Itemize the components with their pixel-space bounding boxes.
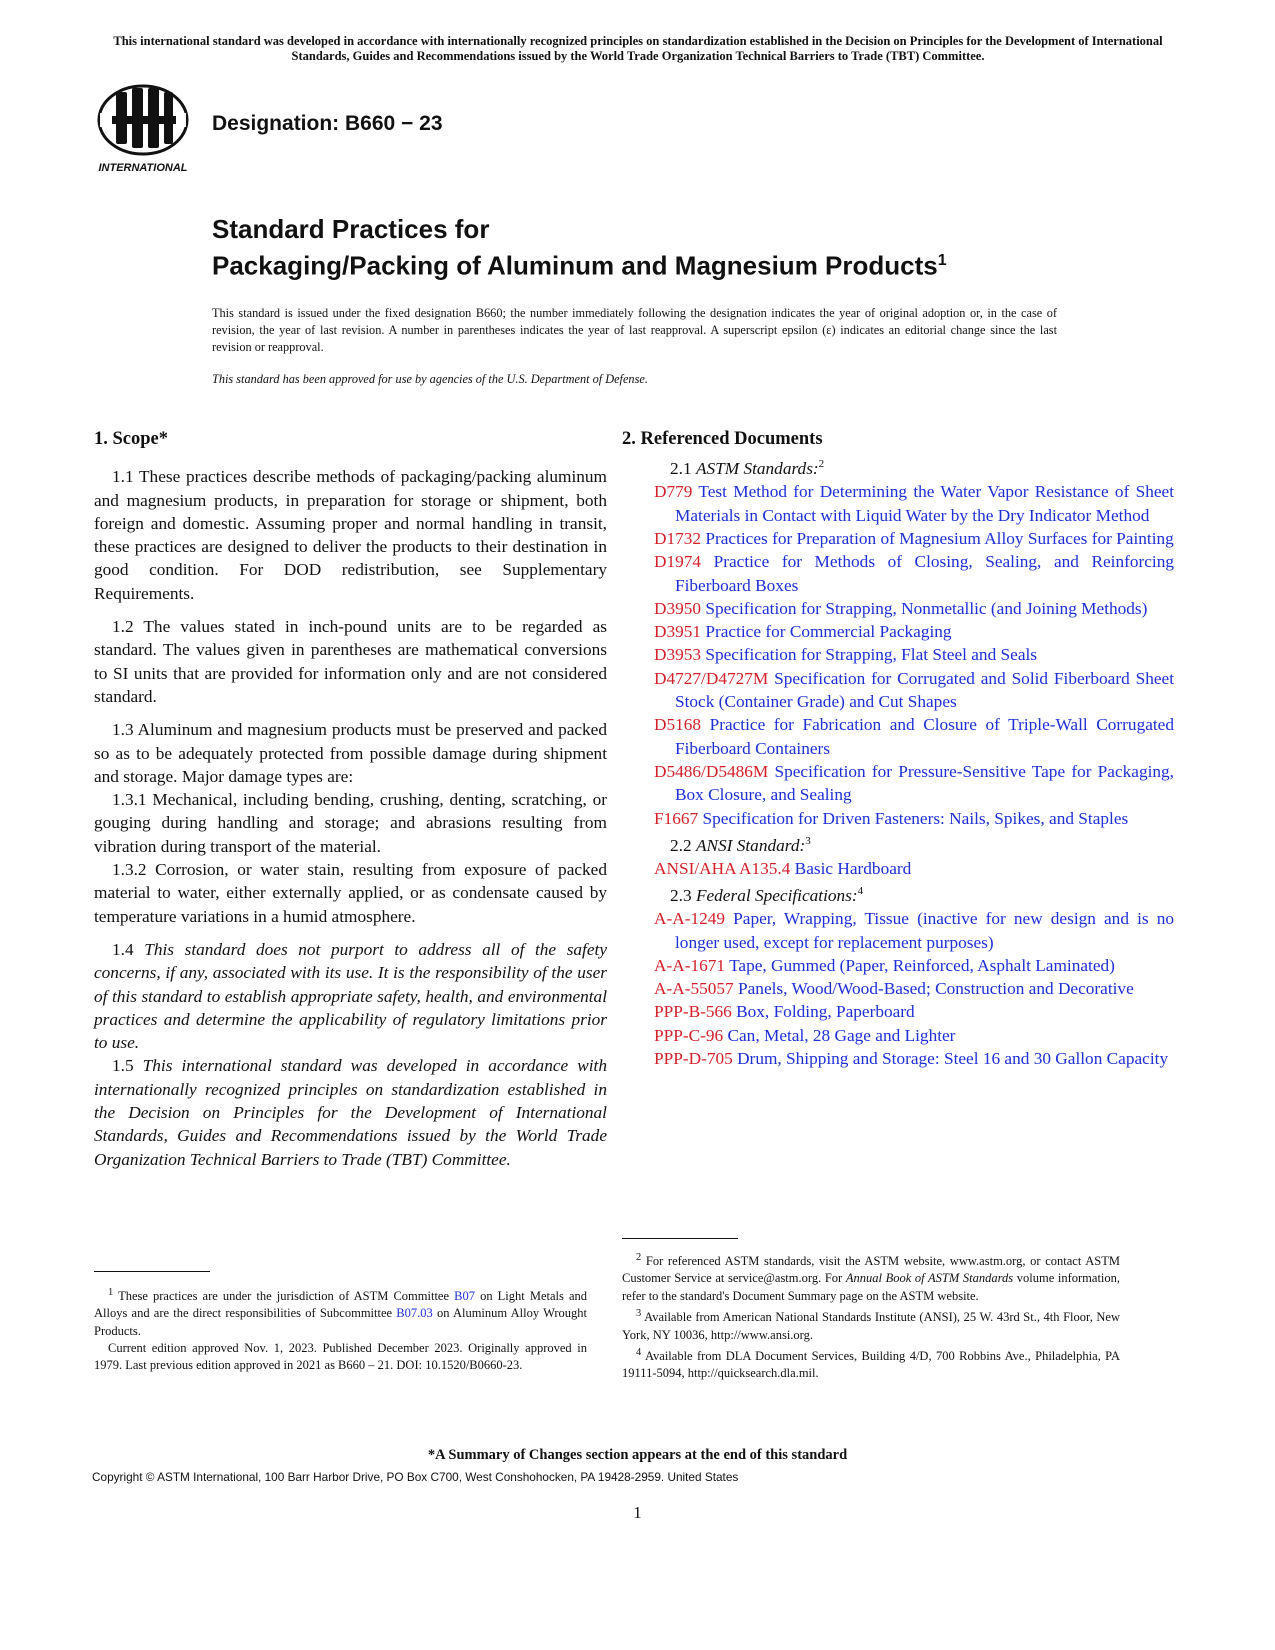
preface-text: This standard is issued under the fixed designation B660; the number immediately following the designation indicates the year of original adoption or, in the case of revision, the year of last revision. A number in parentheses indicates the year of last reapproval. A superscript epsilon (ε) indicates an editorial change since the last revision or reapproval.: [212, 306, 1057, 354]
reference-code-link[interactable]: D3953: [654, 645, 702, 665]
footnotes-right: [622, 1249, 1120, 1383]
reference-item: [654, 1047, 1174, 1070]
references-heading: 2. Referenced Documents: [622, 429, 823, 449]
astm-standards-list: [654, 480, 1174, 829]
reference-title-link[interactable]: Paper, Wrapping, Tissue (inactive for new design and is no longer used, except for replacement purposes): [675, 909, 1174, 952]
reference-item: [654, 597, 1174, 620]
paragraph-1-4: 1.4 This standard does not purport to address all of the safety concerns, if any, associated with its use. It is the responsibility of the user of this standard to establish appropriate safety, health, and environmental practices and determine the applicability of regulatory limitations prior to use.: [94, 939, 608, 1053]
reference-code-link[interactable]: PPP-B-566: [654, 1002, 732, 1022]
page-number: 1: [633, 1503, 642, 1522]
paragraph-1-2: 1.2 The values stated in inch-pound units are to be regarded as standard. The values given in parentheses are mathematical conversions to SI units that are provided for information only and are not considered standard.: [94, 617, 607, 706]
footnote-1: $^1$ These practices are under the jurisdiction of ASTM Committee B07 on Light Metals and Alloys and are the direct responsibilities of Subcommittee B07.03 on Aluminum Alloy Wrought Products.: [94, 1287, 587, 1338]
footnote-rule-right: [622, 1238, 738, 1239]
federal-specs-list: [654, 907, 1174, 1070]
reference-title-link[interactable]: Specification for Corrugated and Solid Fiberboard Sheet Stock (Container Grade) and Cut Shapes: [675, 668, 1174, 712]
reference-item: [654, 480, 1174, 527]
reference-title-link[interactable]: Specification for Driven Fasteners: Nails, Spikes, and Staples: [702, 808, 1129, 828]
reference-code-link[interactable]: D5486/D5486M: [654, 761, 769, 781]
reference-code-link[interactable]: D779: [654, 482, 693, 502]
designation: Designation: B660 − 23: [212, 112, 443, 135]
footnote-3: $^3$ Available from American National Standards Institute (ANSI), 25 W. 43rd St., 4th Floor, New York, NY 10036, http://www.ansi.org.: [622, 1308, 1120, 1342]
paragraph-1-3-2: 1.3.2 Corrosion, or water stain, resulting from exposure of packed material to water, either externally applied, or as condensate caused by temperature variations in a humid atmosphere.: [94, 860, 607, 926]
reference-code-link[interactable]: D1732: [654, 528, 702, 548]
reference-item: [654, 527, 1174, 550]
summary-of-changes-note: *A Summary of Changes section appears at the end of this standard: [427, 1447, 848, 1463]
footnote-rule-left: [94, 1271, 210, 1272]
reference-code-link[interactable]: PPP-D-705: [654, 1049, 733, 1069]
paragraph-1-3-1: 1.3.1 Mechanical, including bending, crushing, denting, scratching, or gouging during handling and storage; and abrasions resulting from vibration during transport of the material.: [94, 790, 607, 856]
logo-international-text: INTERNATIONAL: [98, 162, 188, 174]
reference-title-link[interactable]: Practice for Methods of Closing, Sealing, and Reinforcing Fiberboard Boxes: [675, 552, 1175, 595]
reference-title-link[interactable]: Box, Folding, Paperboard: [736, 1002, 915, 1022]
reference-code-link[interactable]: A-A-1671: [654, 955, 726, 975]
reference-item: [654, 857, 1174, 880]
ansi-standards-list: [654, 857, 1174, 880]
astm-logo-mark: [99, 86, 187, 154]
committee-b07-link[interactable]: B07: [454, 1289, 475, 1304]
title-footnote-mark: 1: [937, 252, 947, 269]
reference-item: [654, 807, 1174, 830]
reference-title-link[interactable]: Basic Hardboard: [794, 858, 912, 878]
reference-code-link[interactable]: A-A-1249: [654, 909, 726, 929]
reference-code-link[interactable]: D5168: [654, 715, 702, 735]
subcommittee-b07-03-link[interactable]: B07.03: [396, 1306, 433, 1321]
reference-title-link[interactable]: Panels, Wood/Wood-Based; Construction and Decorative: [738, 979, 1134, 999]
footnote-2: $^2$ For referenced ASTM standards, visit the ASTM website, www.astm.org, or contact ASTM Customer Service at service@astm.org. For Annual Book of ASTM Standards volume information, refer to the standard's Document Summary page on the ASTM website.: [622, 1252, 1121, 1303]
title-line-1: Standard Practices for: [212, 214, 490, 244]
paragraph-1-5: 1.5 This international standard was developed in accordance with internationally recognized principles on standardization established in the Decision on Principles for the Development of International Standards, Guides and Recommendations issued by the World Trade Organization Technical Barriers to Trade (TBT) Committee.: [94, 1056, 607, 1169]
reference-item: [654, 977, 1174, 1000]
title-line-2: Packaging/Packing of Aluminum and Magnesium Products$^1$: [212, 250, 947, 281]
ansi-standard-label: 2.2 ANSI Standard:$^3$: [670, 834, 811, 855]
paragraph-1-3: 1.3 Aluminum and magnesium products must be preserved and packed so as to be adequately protected from possible damage during shipment and storage. Major damage types are:: [94, 720, 607, 786]
reference-item: [654, 1024, 1174, 1047]
reference-item: [654, 713, 1174, 760]
astm-logo: [94, 80, 192, 176]
reference-title-link[interactable]: Specification for Strapping, Flat Steel and Seals: [705, 645, 1038, 665]
footnote-4: $^4$ Available from DLA Document Services, Building 4/D, 700 Robbins Ave., Philadelphia, PA 19111-5094, http://quicksearch.dla.mil.: [622, 1346, 1120, 1381]
reference-code-link[interactable]: PPP-C-96: [654, 1025, 724, 1045]
reference-code-link[interactable]: D3950: [654, 598, 702, 618]
footnote-edition: Current edition approved Nov. 1, 2023. Published December 2023. Originally approved in 1979. Last previous edition approved in 2021 as B660 – 21. DOI: 10.1520/B0660-23.: [94, 1341, 587, 1373]
copyright: Copyright © ASTM International, 100 Barr Harbor Drive, PO Box C700, West Conshohocken, PA 19428-2959. United States: [92, 1470, 739, 1484]
reference-code-link[interactable]: F1667: [654, 808, 699, 828]
footnotes-left: [94, 1284, 587, 1375]
reference-title-link[interactable]: Test Method for Determining the Water Vapor Resistance of Sheet Materials in Contact with Liquid Water by the Dry Indicator Method: [675, 482, 1175, 525]
reference-item: [654, 907, 1174, 954]
reference-title-link[interactable]: Tape, Gummed (Paper, Reinforced, Asphalt Laminated): [729, 955, 1115, 975]
reference-title-link[interactable]: Practices for Preparation of Magnesium Alloy Surfaces for Painting: [705, 528, 1174, 548]
reference-title-link[interactable]: Practice for Fabrication and Closure of Triple-Wall Corrugated Fiberboard Containers: [675, 715, 1174, 758]
reference-title-link[interactable]: Specification for Strapping, Nonmetallic (and Joining Methods): [705, 598, 1148, 618]
reference-code-link[interactable]: ANSI/AHA A135.4: [654, 858, 791, 878]
scope-section: [94, 428, 607, 1171]
federal-specs-label: 2.3 Federal Specifications:$^4$: [670, 885, 864, 905]
reference-title-link[interactable]: Can, Metal, 28 Gage and Lighter: [727, 1025, 956, 1045]
reference-title-link[interactable]: Practice for Commercial Packaging: [705, 622, 952, 642]
reference-code-link[interactable]: D4727/D4727M: [654, 668, 769, 688]
reference-item: [654, 643, 1174, 666]
reference-item: [654, 667, 1174, 714]
wto-notice: This international standard was developed in accordance with internationally recognized principles on standardization established in the Decision on Principles for the Development of International Standards, Guides and Recommendations issued by the World Trade Organization Technical Barriers to Trade (TBT) Committee.: [113, 34, 1163, 63]
reference-item: [654, 620, 1174, 643]
reference-item: [654, 550, 1174, 597]
reference-code-link[interactable]: D1974: [654, 552, 702, 572]
page-title: [212, 213, 947, 282]
reference-code-link[interactable]: D3951: [654, 622, 702, 642]
reference-title-link[interactable]: Drum, Shipping and Storage: Steel 16 and 30 Gallon Capacity: [737, 1049, 1169, 1069]
dod-approval: This standard has been approved for use by agencies of the U.S. Department of Defense.: [212, 372, 648, 386]
scope-heading: 1. Scope*: [94, 429, 168, 449]
reference-item: [654, 954, 1174, 977]
reference-item: [654, 1000, 1174, 1023]
reference-code-link[interactable]: A-A-55057: [654, 979, 734, 999]
reference-item: [654, 760, 1174, 807]
paragraph-1-1: 1.1 These practices describe methods of packaging/packing aluminum and magnesium products, in preparation for storage or shipment, both foreign and domestic. Assuming proper and normal handling in transit, these practices are designed to deliver the products to their destination in good condition. For DOD redistribution, see Supplementary Requirements.: [94, 467, 607, 603]
reference-title-link[interactable]: Specification for Pressure-Sensitive Tape for Packaging, Box Closure, and Sealing: [675, 761, 1174, 805]
references-section: [622, 428, 1175, 1070]
astm-standards-label: 2.1 ASTM Standards:$^2$: [670, 458, 825, 479]
